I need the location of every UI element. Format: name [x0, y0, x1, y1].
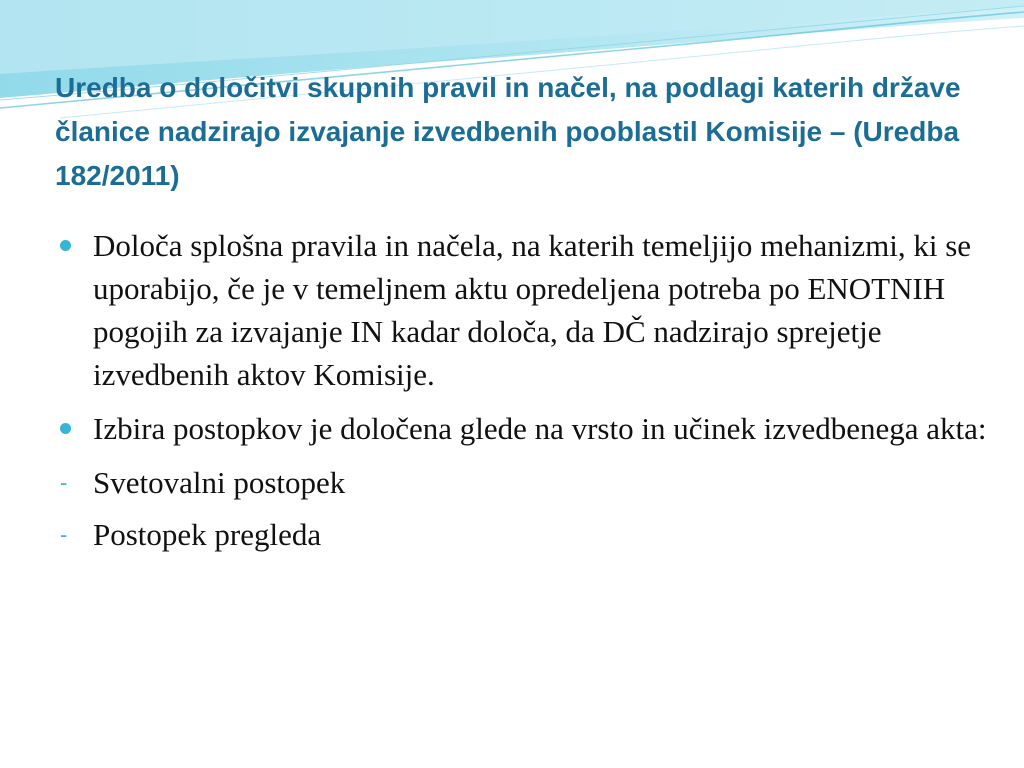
- dash-bullet-marker: -: [60, 522, 68, 547]
- bullet-item: [60, 407, 990, 450]
- dot-bullet-icon: [60, 423, 71, 434]
- dash-bullet-marker: -: [60, 470, 68, 495]
- dash-item: [60, 513, 990, 556]
- dot-bullet-icon: [60, 240, 71, 251]
- slide-title: Uredba o določitvi skupnih pravil in načel, na podlagi katerih države članice nadzirajo izvajanje izvedbenih pooblastil Komisije – (Uredba 182/2011): [55, 72, 961, 191]
- dash-item-text: Postopek pregleda: [93, 517, 322, 552]
- bullet-list: [60, 224, 990, 565]
- dash-item: [60, 461, 990, 504]
- bullet-text: Izbira postopkov je določena glede na vrsto in učinek izvedbenega akta:: [93, 411, 987, 446]
- bullet-text: Določa splošna pravila in načela, na katerih temeljijo mehanizmi, ki se uporabijo, če je v temeljnem aktu opredeljena potreba po ENOTNIH pogojih za izvajanje IN kadar določa, da DČ nadzirajo sprejetje izvedbenih aktov Komisije.: [93, 228, 972, 392]
- dash-item-text: Svetovalni postopek: [93, 465, 346, 500]
- bullet-item: [60, 224, 990, 396]
